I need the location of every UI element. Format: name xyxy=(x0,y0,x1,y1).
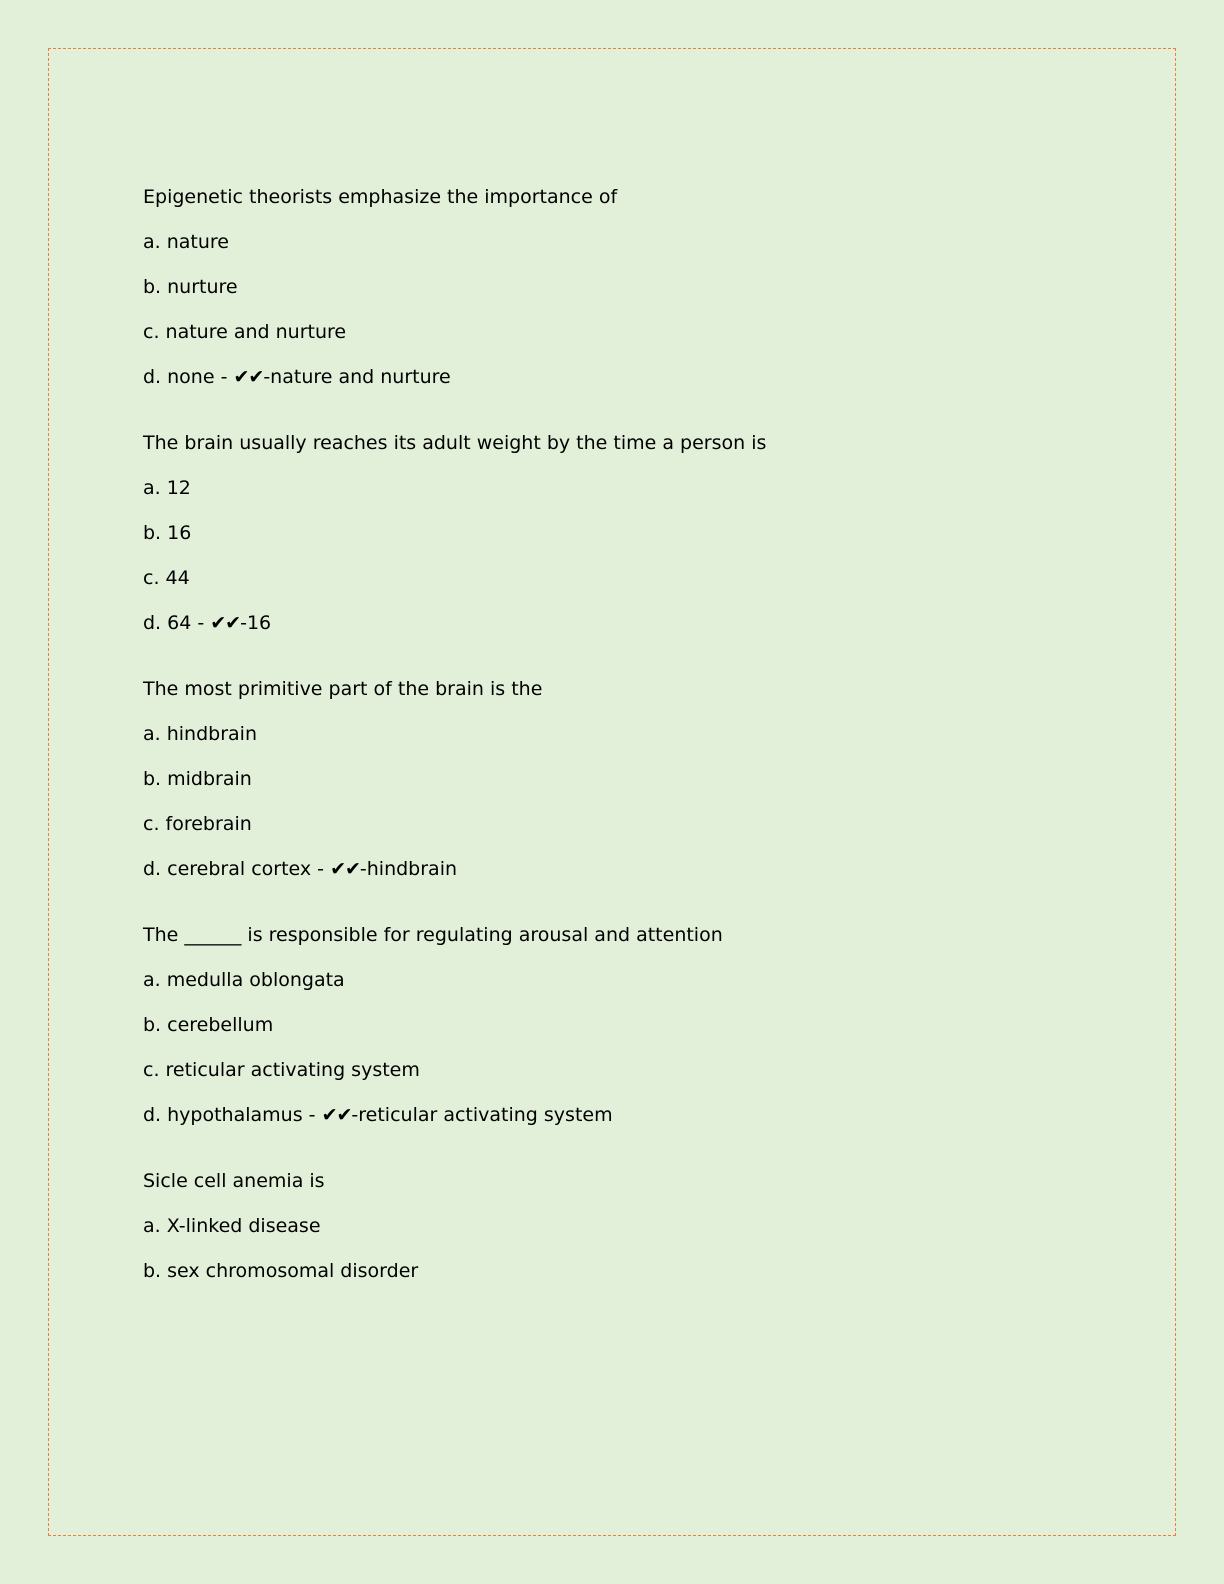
option-d xyxy=(143,1104,1103,1126)
option-d xyxy=(143,366,1103,388)
question-3 xyxy=(143,678,1103,880)
answer-text: -16 xyxy=(240,612,272,634)
double-check-icon: ✔✔ xyxy=(321,1104,352,1126)
question-stem: The most primitive part of the brain is the xyxy=(143,678,543,700)
option-b: b. midbrain xyxy=(143,768,252,790)
double-check-icon: ✔✔ xyxy=(233,366,264,388)
option-b: b. cerebellum xyxy=(143,1014,274,1036)
option-d xyxy=(143,612,1103,634)
option-a: a. X-linked disease xyxy=(143,1215,321,1237)
option-c: c. 44 xyxy=(143,567,190,589)
option-b: b. nurture xyxy=(143,276,238,298)
question-4 xyxy=(143,924,1103,1126)
answer-text: -reticular activating system xyxy=(351,1104,613,1126)
option-d-text: d. hypothalamus - xyxy=(143,1104,322,1126)
option-c: c. reticular activating system xyxy=(143,1059,420,1081)
question-stem: The ______ is responsible for regulating arousal and attention xyxy=(143,924,723,946)
question-stem: The brain usually reaches its adult weight by the time a person is xyxy=(143,432,767,454)
option-d-text: d. none - xyxy=(143,366,234,388)
option-d-text: d. 64 - xyxy=(143,612,211,634)
question-5 xyxy=(143,1170,1103,1282)
option-d-text: d. cerebral cortex - xyxy=(143,858,331,880)
option-c: c. forebrain xyxy=(143,813,252,835)
option-a: a. hindbrain xyxy=(143,723,257,745)
answer-text: -nature and nurture xyxy=(263,366,451,388)
option-a: a. medulla oblongata xyxy=(143,969,345,991)
option-c: c. nature and nurture xyxy=(143,321,347,343)
option-a: a. nature xyxy=(143,231,229,253)
question-1 xyxy=(143,186,1103,388)
option-a: a. 12 xyxy=(143,477,191,499)
option-d xyxy=(143,858,1103,880)
question-stem: Sicle cell anemia is xyxy=(143,1170,325,1192)
option-b: b. 16 xyxy=(143,522,192,544)
answer-text: -hindbrain xyxy=(359,858,458,880)
option-b: b. sex chromosomal disorder xyxy=(143,1260,419,1282)
question-list xyxy=(143,186,1103,1326)
double-check-icon: ✔✔ xyxy=(330,858,360,880)
double-check-icon: ✔✔ xyxy=(210,612,241,634)
question-stem: Epigenetic theorists emphasize the importance of xyxy=(143,186,618,208)
question-2 xyxy=(143,432,1103,634)
